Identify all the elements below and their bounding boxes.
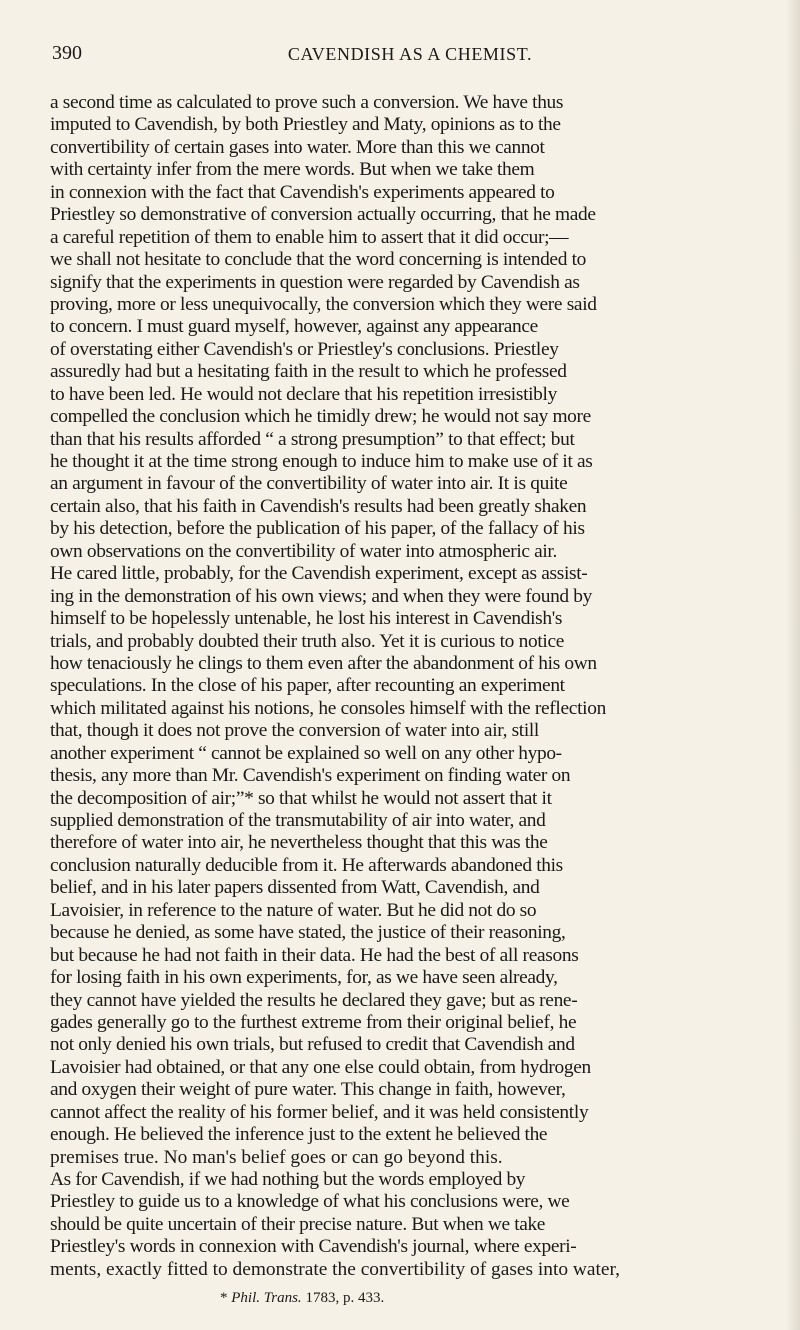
page-header [50, 42, 770, 72]
text-line: with certainty infer from the mere words. But when we take them [50, 159, 535, 181]
text-line: ing in the demonstration of his own views; and when they were found by [50, 585, 592, 607]
text-line: another experiment “ cannot be explained so well on any other hypo- [50, 742, 562, 764]
text-line: a careful repetition of them to enable him to assert that it did occur;— [50, 226, 569, 248]
text-line: belief, and in his later papers dissented from Watt, Cavendish, and [50, 877, 540, 899]
text-line: to concern. I must guard myself, however, against any appearance [50, 316, 538, 338]
text-line: premises true. No man's belief goes or can go beyond this. [50, 1146, 503, 1168]
text-line: a second time as calculated to prove such a conversion. We have thus [50, 92, 564, 113]
text-line: which militated against his notions, he consoles himself with the reflection [50, 697, 606, 719]
text-line: supplied demonstration of the transmutability of air into water, and [50, 810, 546, 831]
text-line: should be quite uncertain of their precise nature. But when we take [50, 1213, 546, 1235]
text-line: signify that the experiments in question were regarded by Cavendish as [50, 271, 580, 293]
text-line: not only denied his own trials, but refused to credit that Cavendish and [50, 1034, 575, 1056]
text-line: Priestley so demonstrative of conversion actually occurring, that he made [50, 204, 596, 226]
footnote-source: Phil. Trans. [231, 1290, 302, 1306]
text-line: to have been led. He would not declare that his repetition irresistibly [50, 383, 557, 405]
text-line: speculations. In the close of his paper, after recounting an experiment [50, 675, 565, 697]
text-line: conclusion naturally deducible from it. He afterwards abandoned this [50, 854, 563, 876]
text-line: convertibility of certain gases into water. More than this we cannot [50, 136, 545, 158]
page-number: 390 [52, 42, 82, 64]
text-line: trials, and probably doubted their truth also. Yet it is curious to notice [50, 630, 565, 652]
text-line: for losing faith in his own experiments, for, as we have seen already, [50, 967, 558, 989]
text-line: compelled the conclusion which he timidly drew; he would not say more [50, 406, 591, 428]
text-line: ments, exactly fitted to demonstrate the convertibility of gases into water, [50, 1258, 621, 1280]
text-line: Lavoisier, in reference to the nature of water. But he did not do so [50, 899, 537, 921]
text-line: enough. He believed the inference just to the extent he believed the [50, 1124, 548, 1146]
text-line: he thought it at the time strong enough to induce him to make use of it as [50, 451, 593, 472]
text-line: own observations on the convertibility of water into atmospheric air. [50, 540, 557, 562]
footnote-detail: 1783, p. 433. [301, 1290, 385, 1306]
text-line: Priestley's words in connexion with Cavendish's journal, where experi- [50, 1236, 577, 1258]
page-edge-shadow [786, 0, 800, 1330]
text-line: than that his results afforded “ a strong presumption” to that effect; but [50, 428, 575, 450]
text-line: the decomposition of air;”* so that whilst he would not assert that it [50, 787, 552, 809]
text-line: because he denied, as some have stated, the justice of their reasoning, [50, 922, 566, 944]
text-line: Lavoisier had obtained, or that any one else could obtain, from hydrogen [50, 1056, 591, 1078]
text-line: cannot affect the reality of his former belief, and it was held consistently [50, 1101, 589, 1123]
footnote [220, 1290, 384, 1307]
text-line: we shall not hesitate to conclude that the word concerning is intended to [50, 249, 587, 271]
text-line: gades generally go to the furthest extreme from their original belief, he [50, 1011, 577, 1033]
text-line: but because he had not faith in their data. He had the best of all reasons [50, 944, 579, 966]
text-line: himself to be hopelessly untenable, he lost his interest in Cavendish's [50, 608, 563, 630]
text-line: of overstating either Cavendish's or Priestley's conclusions. Priestley [50, 338, 559, 360]
text-line: imputed to Cavendish, by both Priestley and Maty, opinions as to the [50, 114, 561, 136]
text-line: As for Cavendish, if we had nothing but the words employed by [50, 1169, 526, 1190]
text-line: that, though it does not prove the conversion of water into air, still [50, 720, 539, 742]
text-line: He cared little, probably, for the Cavendish experiment, except as assist- [50, 563, 588, 585]
text-line: by his detection, before the publication of his paper, of the fallacy of his [50, 518, 585, 540]
text-line: Priestley to guide us to a knowledge of what his conclusions were, we [50, 1191, 570, 1213]
text-line: thesis, any more than Mr. Cavendish's experiment on finding water on [50, 765, 571, 787]
text-line: and oxygen their weight of pure water. This change in faith, however, [50, 1079, 566, 1101]
text-line: therefore of water into air, he nevertheless thought that this was the [50, 832, 548, 854]
footnote-marker: * [220, 1290, 232, 1306]
text-line: certain also, that his faith in Cavendish's results had been greatly shaken [50, 495, 587, 517]
body-text [50, 92, 790, 1281]
text-line: proving, more or less unequivocally, the conversion which they were said [50, 293, 597, 315]
running-head: CAVENDISH AS A CHEMIST. [287, 44, 533, 64]
text-line: they cannot have yielded the results he declared they gave; but as rene- [50, 989, 578, 1011]
text-line: assuredly had but a hesitating faith in the result to which he professed [50, 361, 567, 383]
text-line: in connexion with the fact that Cavendish's experiments appeared to [50, 181, 555, 203]
text-line: an argument in favour of the convertibility of water into air. It is quite [50, 473, 568, 495]
text-line: how tenaciously he clings to them even after the abandonment of his own [50, 652, 597, 674]
